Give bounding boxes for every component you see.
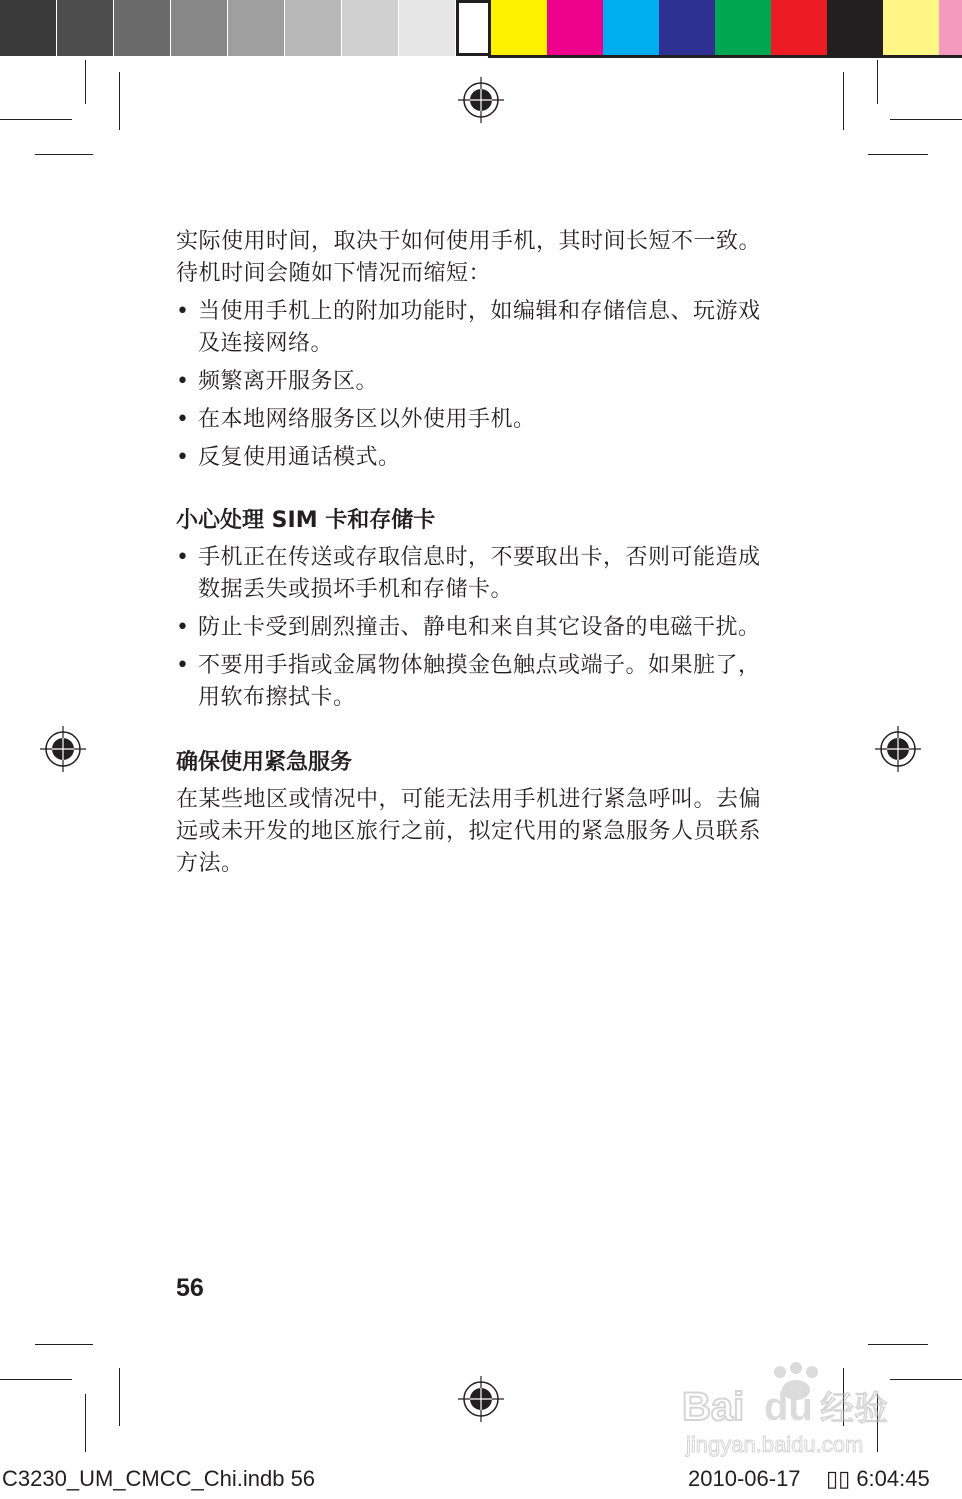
gray-swatch [57, 0, 114, 56]
color-swatch [547, 0, 603, 55]
color-swatch [883, 0, 939, 55]
crop-mark [119, 1368, 120, 1426]
gray-swatch [228, 0, 285, 56]
crop-mark [843, 72, 844, 130]
slug-filename: C3230_UM_CMCC_Chi.indb 56 [2, 1466, 316, 1491]
section-heading-sim-card: 小心处理 SIM 卡和存储卡 [176, 508, 436, 533]
bullet-icon: • [176, 653, 190, 678]
color-swatch [603, 0, 659, 55]
bullet-icon: • [176, 369, 190, 394]
grayscale-color-bar [0, 0, 512, 56]
crop-mark [868, 154, 928, 155]
svg-text:du: du [764, 1385, 813, 1429]
baidu-jingyan-watermark [680, 1360, 910, 1460]
color-swatch [827, 0, 883, 55]
svg-text:经验: 经验 [820, 1389, 888, 1429]
color-swatch [659, 0, 715, 55]
bullet-icon: • [176, 545, 190, 570]
crop-mark [890, 119, 962, 120]
page-number: 56 [176, 1274, 204, 1302]
color-swatch [771, 0, 827, 55]
crop-mark [868, 1344, 928, 1345]
page-content [176, 226, 766, 880]
list-item: • 在本地网络服务区以外使用手机。 [176, 404, 766, 436]
crop-mark [85, 60, 86, 104]
sim-card-bullet-list [176, 542, 766, 714]
bullet-icon: • [176, 615, 190, 640]
crop-mark [35, 1344, 93, 1345]
list-item: • 不要用手指或金属物体触摸金色触点或端子。如果脏了，用软布擦拭卡。 [176, 650, 766, 714]
registration-target-icon [40, 726, 86, 772]
slug-time: ▯▯ 6:04:45 [826, 1466, 930, 1491]
svg-text:Bai: Bai [682, 1385, 745, 1429]
list-item: • 防止卡受到剧烈撞击、静电和来自其它设备的电磁干扰。 [176, 612, 766, 644]
color-swatch [939, 0, 962, 55]
section-heading-emergency: 确保使用紧急服务 [176, 750, 353, 775]
gray-swatch [342, 0, 399, 56]
crop-mark [877, 60, 878, 104]
list-item: • 频繁离开服务区。 [176, 366, 766, 398]
bullet-icon: • [176, 445, 190, 470]
intro-bullet-list [176, 296, 766, 474]
emergency-paragraph: 在某些地区或情况中，可能无法用手机进行紧急呼叫。去偏远或未开发的地区旅行之前，拟定代用的紧急服务人员联系方法。 [176, 787, 762, 876]
color-swatch [715, 0, 771, 55]
registration-target-icon [458, 1376, 504, 1422]
crop-mark [119, 72, 120, 130]
svg-text:jingyan.baidu.com: jingyan.baidu.com [686, 1432, 864, 1457]
intro-paragraph: 实际使用时间，取决于如何使用手机，其时间长短不一致。待机时间会随如下情况而缩短： [176, 229, 762, 286]
gray-swatch [171, 0, 228, 56]
registration-target-icon [458, 77, 504, 123]
crop-mark [35, 154, 93, 155]
gray-swatch [285, 0, 342, 56]
registration-target-icon [875, 726, 921, 772]
gray-swatch [114, 0, 171, 56]
gray-swatch [0, 0, 57, 56]
bullet-icon: • [176, 299, 190, 324]
crop-mark [0, 119, 72, 120]
crop-mark [0, 1379, 72, 1380]
list-item: • 反复使用通话模式。 [176, 442, 766, 474]
bullet-icon: • [176, 407, 190, 432]
list-item: • 当使用手机上的附加功能时，如编辑和存储信息、玩游戏及连接网络。 [176, 296, 766, 360]
gray-swatch [399, 0, 456, 56]
list-item: • 手机正在传送或存取信息时，不要取出卡，否则可能造成数据丢失或损坏手机和存储卡。 [176, 542, 766, 606]
process-color-bar [488, 0, 962, 58]
crop-mark [85, 1394, 86, 1452]
slug-date: 2010-06-17 [688, 1466, 801, 1491]
color-swatch [491, 0, 547, 55]
